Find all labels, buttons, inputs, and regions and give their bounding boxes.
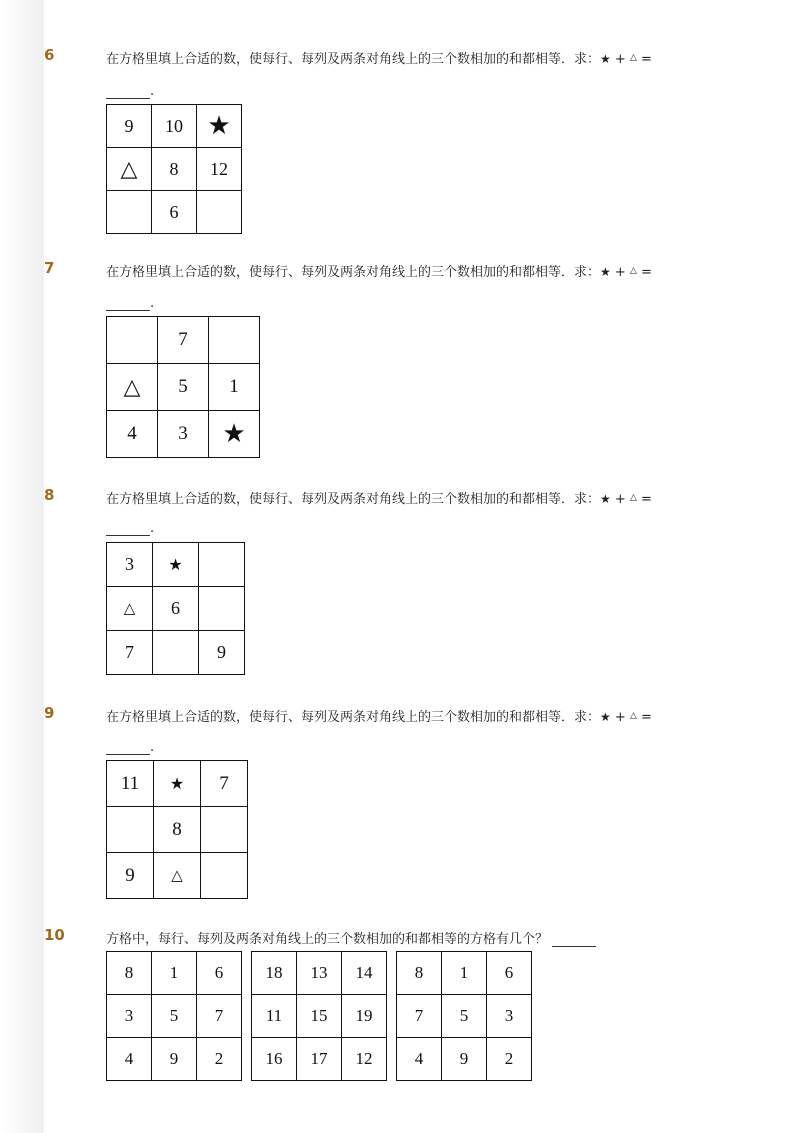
number-cell: 8 <box>152 148 197 191</box>
blank-line <box>106 523 150 536</box>
grid-row <box>252 952 387 995</box>
number-cell: 15 <box>297 995 342 1038</box>
number-cell: 11 <box>252 995 297 1038</box>
star-symbol: ★ <box>600 265 611 279</box>
answer-blank[interactable]: . <box>106 296 154 311</box>
number-cell: 17 <box>297 1038 342 1081</box>
number-cell: 6 <box>153 587 199 631</box>
number-cell: 7 <box>197 995 242 1038</box>
empty-cell[interactable] <box>201 807 248 853</box>
blank-line <box>106 298 150 311</box>
magic-square-grid <box>106 316 260 458</box>
number-cell: 1 <box>442 952 487 995</box>
grid-row <box>107 317 260 364</box>
number-cell: 14 <box>342 952 387 995</box>
empty-cell[interactable] <box>107 317 158 364</box>
question-number: 7 <box>44 259 55 277</box>
triangle-cell: △ <box>107 587 153 631</box>
number-cell: 9 <box>442 1038 487 1081</box>
star-cell: ★ <box>197 105 242 148</box>
number-cell: 9 <box>199 631 245 675</box>
grid-row <box>107 543 245 587</box>
question-number: 10 <box>44 926 65 944</box>
number-cell: 3 <box>158 411 209 458</box>
grid-row <box>107 952 242 995</box>
number-cell: 5 <box>442 995 487 1038</box>
plus-sign: + <box>614 265 626 280</box>
number-cell: 8 <box>397 952 442 995</box>
grid-row <box>397 952 532 995</box>
number-cell: 4 <box>397 1038 442 1081</box>
question-number: 6 <box>44 46 55 64</box>
number-cell: 7 <box>158 317 209 364</box>
grid-row <box>107 853 248 899</box>
triangle-symbol: △ <box>629 266 637 276</box>
page-margin-shade <box>0 0 44 1133</box>
triangle-symbol: △ <box>629 711 637 721</box>
question-text <box>106 706 652 725</box>
equals-sign: = <box>641 265 652 280</box>
grid-row <box>252 1038 387 1081</box>
grid-row <box>107 105 242 148</box>
grid-row <box>107 995 242 1038</box>
empty-cell[interactable] <box>199 543 245 587</box>
number-cell: 11 <box>107 761 154 807</box>
magic-square-grid <box>106 951 242 1081</box>
star-cell: ★ <box>209 411 260 458</box>
number-cell: 7 <box>201 761 248 807</box>
star-symbol: ★ <box>600 52 611 66</box>
empty-cell[interactable] <box>201 853 248 899</box>
number-cell: 16 <box>252 1038 297 1081</box>
number-cell: 7 <box>397 995 442 1038</box>
number-cell: 12 <box>342 1038 387 1081</box>
answer-blank[interactable]: . <box>106 84 154 99</box>
grid-row <box>107 191 242 234</box>
number-cell: 12 <box>197 148 242 191</box>
number-cell: 8 <box>107 952 152 995</box>
grid-row <box>397 995 532 1038</box>
equals-sign: = <box>641 52 652 67</box>
question-text <box>106 261 652 280</box>
answer-blank[interactable] <box>552 934 596 947</box>
number-cell: 1 <box>152 952 197 995</box>
number-cell: 9 <box>107 853 154 899</box>
grid-row <box>107 587 245 631</box>
grid-row <box>107 631 245 675</box>
number-cell: 4 <box>107 411 158 458</box>
plus-sign: + <box>614 52 626 67</box>
question-prompt: 在方格里填上合适的数，使每行、每列及两条对角线上的三个数相加的和都相等．求： <box>106 265 601 280</box>
question-number: 8 <box>44 486 55 504</box>
grid-row <box>107 148 242 191</box>
number-cell: 2 <box>197 1038 242 1081</box>
star-cell: ★ <box>153 543 199 587</box>
plus-sign: + <box>614 492 626 507</box>
empty-cell[interactable] <box>199 587 245 631</box>
question-text <box>106 488 652 507</box>
triangle-symbol: △ <box>629 53 637 63</box>
empty-cell[interactable] <box>197 191 242 234</box>
empty-cell[interactable] <box>107 191 152 234</box>
magic-square-grid <box>106 104 242 234</box>
grid-row <box>252 995 387 1038</box>
answer-blank[interactable]: . <box>106 740 154 755</box>
blank-line <box>106 86 150 99</box>
grid-row <box>107 364 260 411</box>
number-cell: 9 <box>152 1038 197 1081</box>
grid-row <box>107 1038 242 1081</box>
grid-row <box>107 761 248 807</box>
grid-row <box>107 411 260 458</box>
number-cell: 4 <box>107 1038 152 1081</box>
question-prompt: 在方格里填上合适的数，使每行、每列及两条对角线上的三个数相加的和都相等．求： <box>106 492 601 507</box>
number-cell: 19 <box>342 995 387 1038</box>
number-cell: 8 <box>154 807 201 853</box>
question-prompt: 在方格里填上合适的数，使每行、每列及两条对角线上的三个数相加的和都相等．求： <box>106 52 601 67</box>
triangle-cell: △ <box>154 853 201 899</box>
blank-line <box>106 742 150 755</box>
number-cell: 18 <box>252 952 297 995</box>
number-cell: 10 <box>152 105 197 148</box>
number-cell: 3 <box>487 995 532 1038</box>
star-symbol: ★ <box>600 492 611 506</box>
number-cell: 9 <box>107 105 152 148</box>
empty-cell[interactable] <box>209 317 260 364</box>
number-cell: 6 <box>487 952 532 995</box>
magic-square-grid <box>106 760 248 899</box>
number-cell: 13 <box>297 952 342 995</box>
number-cell: 5 <box>152 995 197 1038</box>
question-prompt: 在方格里填上合适的数，使每行、每列及两条对角线上的三个数相加的和都相等．求： <box>106 710 601 725</box>
plus-sign: + <box>614 710 626 725</box>
number-cell: 1 <box>209 364 260 411</box>
triangle-cell: △ <box>107 364 158 411</box>
magic-square-grid <box>396 951 532 1081</box>
grid-row <box>397 1038 532 1081</box>
triangle-cell: △ <box>107 148 152 191</box>
question-prompt: 方格中，每行、每列及两条对角线上的三个数相加的和都相等的方格有几个？ <box>106 932 549 947</box>
triangle-symbol: △ <box>629 493 637 503</box>
magic-square-grid <box>251 951 387 1081</box>
question-text <box>106 48 652 67</box>
question-number: 9 <box>44 704 55 722</box>
magic-square-grid <box>106 542 245 675</box>
number-cell: 3 <box>107 543 153 587</box>
number-cell: 2 <box>487 1038 532 1081</box>
number-cell: 6 <box>197 952 242 995</box>
empty-cell[interactable] <box>107 807 154 853</box>
equals-sign: = <box>641 492 652 507</box>
answer-blank[interactable]: . <box>106 521 154 536</box>
star-symbol: ★ <box>600 710 611 724</box>
empty-cell[interactable] <box>153 631 199 675</box>
number-cell: 7 <box>107 631 153 675</box>
question-text <box>106 928 596 947</box>
grid-row <box>107 807 248 853</box>
number-cell: 3 <box>107 995 152 1038</box>
number-cell: 6 <box>152 191 197 234</box>
equals-sign: = <box>641 710 652 725</box>
number-cell: 5 <box>158 364 209 411</box>
star-cell: ★ <box>154 761 201 807</box>
